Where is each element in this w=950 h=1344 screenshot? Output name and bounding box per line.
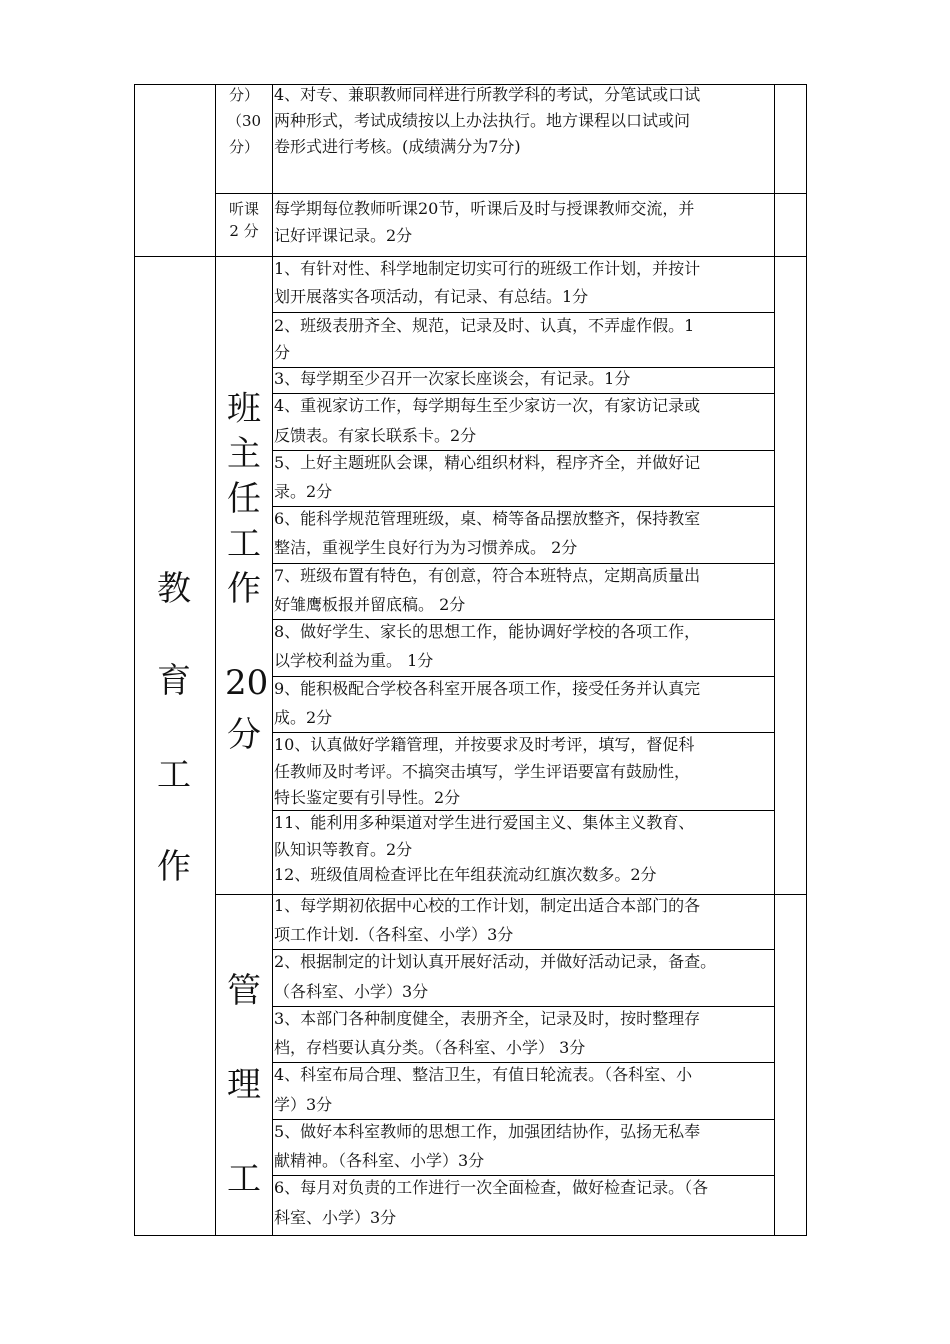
listen-item-line: 每学期每位教师听课20节，听课后及时与授课教师交流，并 xyxy=(274,199,695,218)
item-line: （各科室、小学）3分 xyxy=(274,982,429,1001)
item-line: 3、本部门各种制度健全，表册齐全，记录及时，按时整理存 xyxy=(274,1009,701,1028)
education-label-char: 工 xyxy=(157,755,191,795)
item-line: 特长鉴定要有引导性。2分 xyxy=(274,788,461,807)
exam-item-line: 两种形式，考试成绩按以上办法执行。地方课程以口试或问 xyxy=(274,111,691,130)
item-line: 队知识等教育。2分 xyxy=(274,840,413,859)
item-line: 分 xyxy=(274,343,291,362)
management-label-char: 工 xyxy=(227,1159,261,1199)
item-line: 项工作计划.（各科室、小学）3分 xyxy=(274,925,514,944)
management-label-char: 理 xyxy=(227,1065,261,1105)
education-label-char: 作 xyxy=(157,847,191,887)
class-teacher-label-char: 分 xyxy=(227,715,261,755)
item-line: 学）3分 xyxy=(274,1095,333,1114)
listen-item-line: 记好评课记录。2分 xyxy=(274,226,413,245)
listen-label-line: 2 分 xyxy=(229,222,259,240)
item-line: 5、上好主题班队会课，精心组织材料，程序齐全，并做好记 xyxy=(274,453,701,472)
class-teacher-label-char: 作 xyxy=(227,569,261,609)
row-sep-exam xyxy=(215,193,807,194)
item-line: 反馈表。有家长联系卡。2分 xyxy=(274,426,477,445)
item-line: 录。2分 xyxy=(274,482,333,501)
item-line: 任教师及时考评。不搞突击填写，学生评语要富有鼓励性， xyxy=(274,762,691,781)
table-bottom-border xyxy=(134,1235,807,1236)
item-line: 3、每学期至少召开一次家长座谈会，有记录。1分 xyxy=(274,369,631,388)
item-line: 以学校利益为重。 1分 xyxy=(274,651,434,670)
item-line: 6、每月对负责的工作进行一次全面检查，做好检查记录。（各 xyxy=(274,1178,709,1197)
class-teacher-label-char: 20 xyxy=(225,663,269,703)
item-line: 5、做好本科室教师的思想工作，加强团结协作，弘扬无私奉 xyxy=(274,1122,701,1141)
item-line: 8、做好学生、家长的思想工作，能协调好学校的各项工作， xyxy=(274,622,701,641)
item-line: 4、科室布局合理、整洁卫生，有值日轮流表。（各科室、小 xyxy=(274,1065,693,1084)
item-line: 整洁，重视学生良好行为为习惯养成。 2分 xyxy=(274,538,578,557)
item-line: 献精神。（各科室、小学）3分 xyxy=(274,1151,485,1170)
item-line: 科室、小学）3分 xyxy=(274,1208,397,1227)
item-line: 划开展落实各项活动，有记录、有总结。1分 xyxy=(274,287,589,306)
item-line: 9、能积极配合学校各科室开展各项工作，接受任务并认真完 xyxy=(274,679,701,698)
item-line: 7、班级布置有特色，有创意，符合本班特点，定期高质量出 xyxy=(274,566,701,585)
score-label-line: 分） xyxy=(228,138,259,156)
listen-label-line: 听课 xyxy=(228,200,259,218)
class-teacher-label-char: 任 xyxy=(227,479,261,519)
item-line: 4、重视家访工作，每学期每生至少家访一次，有家访记录或 xyxy=(274,396,701,415)
item-line: 2、班级表册齐全、规范，记录及时、认真，不弄虚作假。1 xyxy=(274,316,695,335)
score-label-line: 分） xyxy=(228,86,259,104)
score-label-line: （30 xyxy=(226,112,262,130)
item-line: 2、根据制定的计划认真开展好活动，并做好活动记录，备查。 xyxy=(274,952,717,971)
item-line: 好雏鹰板报并留底稿。 2分 xyxy=(274,595,466,614)
education-label-char: 教 xyxy=(157,569,191,609)
education-label-char: 育 xyxy=(157,661,191,701)
item-line: 1、有针对性、科学地制定切实可行的班级工作计划，并按计 xyxy=(274,259,701,278)
item-line: 6、能科学规范管理班级，桌、椅等备品摆放整齐，保持教室 xyxy=(274,509,701,528)
item-line: 1、每学期初依据中心校的工作计划，制定出适合本部门的各 xyxy=(274,896,701,915)
class-teacher-label-char: 班 xyxy=(227,389,261,429)
class-teacher-label-char: 工 xyxy=(227,524,261,564)
exam-item-line: 4、对专、兼职教师同样进行所教学科的考试，分笔试或口试 xyxy=(274,85,701,104)
item-line: 成。2分 xyxy=(274,708,333,727)
exam-item-line: 卷形式进行考核。(成绩满分为7分) xyxy=(274,137,521,156)
item-line: 档，存档要认真分类。（各科室、小学） 3分 xyxy=(274,1038,586,1057)
item-line: 11、能利用多种渠道对学生进行爱国主义、集体主义教育、 xyxy=(274,813,695,832)
item-line: 12、班级值周检查评比在年组获流动红旗次数多。2分 xyxy=(274,865,657,884)
management-label-char: 管 xyxy=(227,971,261,1011)
class-teacher-label-char: 主 xyxy=(227,434,261,474)
item-line: 10、认真做好学籍管理，并按要求及时考评，填写，督促科 xyxy=(274,735,695,754)
